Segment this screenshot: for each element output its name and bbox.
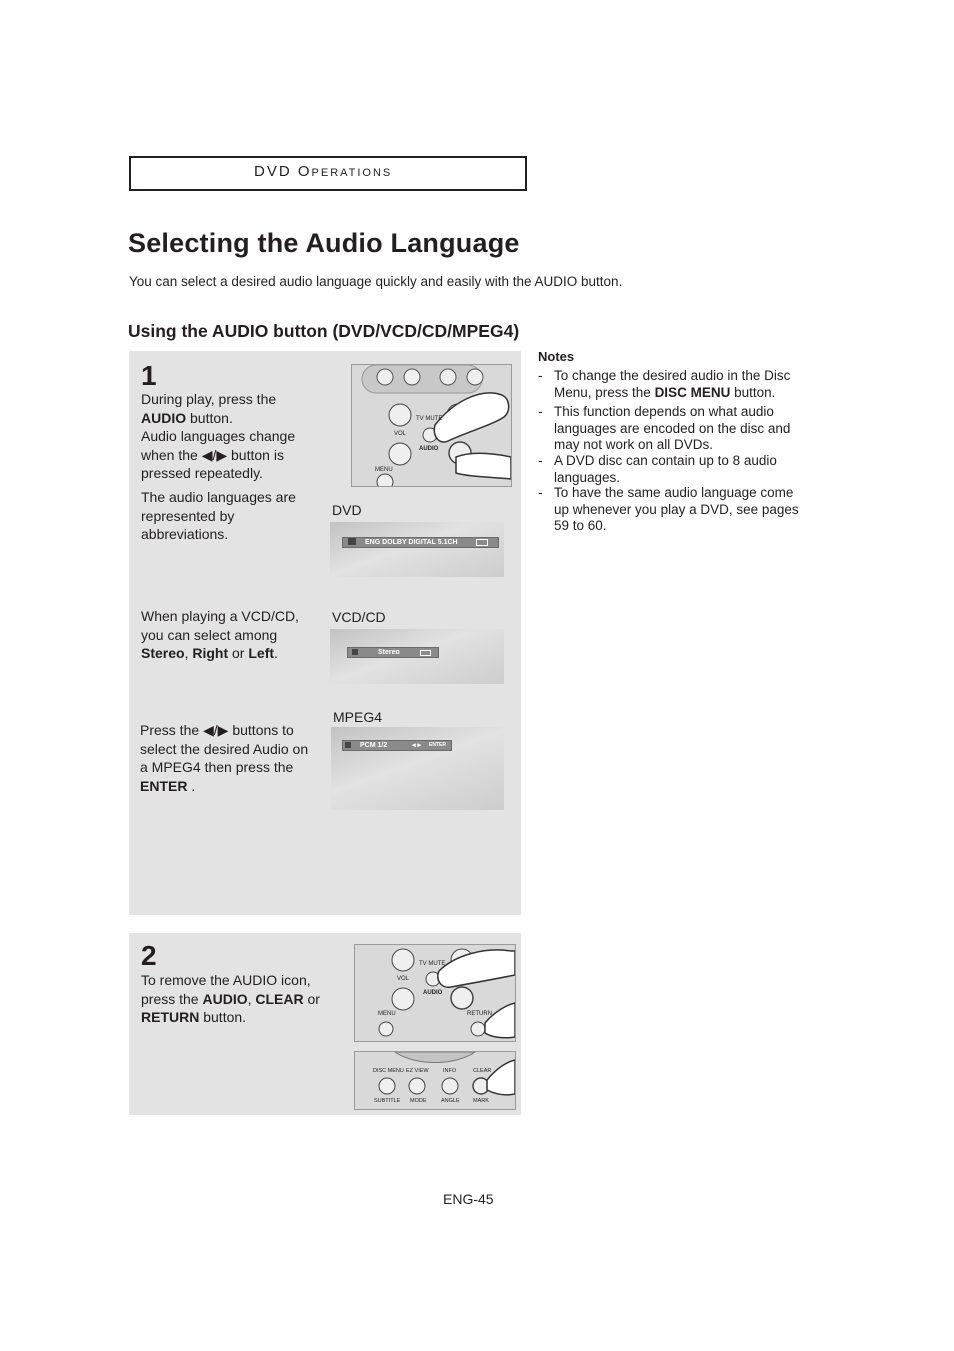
clear-keyword: CLEAR bbox=[255, 990, 304, 1007]
audio-label: AUDIO bbox=[419, 446, 439, 452]
audio-keyword: AUDIO bbox=[202, 990, 248, 1007]
remote-illustration-clear bbox=[354, 1051, 516, 1110]
subtitle-label: SUBTITLE bbox=[374, 1098, 401, 1104]
text-run: . bbox=[187, 777, 196, 794]
text-run: , bbox=[184, 645, 193, 661]
intro-text: You can select a desired audio language quickly and easily with the AUDIO button. bbox=[129, 274, 623, 289]
angle-label: ANGLE bbox=[441, 1098, 460, 1104]
page-title: Selecting the Audio Language bbox=[128, 228, 520, 258]
step-1-vcd-instruction bbox=[141, 607, 311, 663]
note-text: This function depends on what audio languages are encoded on the disc and may not work on all DVDs. bbox=[554, 404, 791, 452]
note-text: To have the same audio language come up whenever you play a DVD, see pages 59 to 60. bbox=[554, 485, 799, 533]
text-run: button. bbox=[199, 1009, 247, 1025]
speaker-icon bbox=[352, 649, 358, 655]
mpeg4-osd-text: PCM 1/2 bbox=[360, 742, 388, 749]
mpeg4-osd-screen bbox=[331, 727, 504, 810]
text-run: . bbox=[274, 645, 278, 661]
step-1-abbreviation-note: The audio languages are represented by abbreviations. bbox=[141, 489, 296, 542]
text-run: To change the desired audio in the Disc Menu, press the bbox=[554, 368, 791, 400]
vcd-osd-text: Stereo bbox=[378, 649, 400, 656]
arrow-keys-icon bbox=[420, 650, 431, 656]
dvd-osd-text: ENG DOLBY DIGITAL 5.1CH bbox=[365, 539, 458, 546]
text-run: During play, press the bbox=[141, 391, 277, 407]
section-label-small-caps: PERATIONS bbox=[311, 167, 393, 179]
right-keyword: Right bbox=[192, 645, 229, 661]
dvd-screen-label: DVD bbox=[332, 502, 362, 518]
text-run: When playing a VCD/CD, you can select among bbox=[141, 608, 299, 643]
audio-icon bbox=[348, 538, 356, 545]
text-run: , bbox=[247, 990, 256, 1007]
disc-menu-label: DISC MENU bbox=[373, 1068, 404, 1074]
note-dash: - bbox=[538, 485, 543, 500]
audio-keyword: AUDIO bbox=[141, 409, 187, 426]
menu-label: MENU bbox=[378, 1011, 396, 1017]
clear-label: CLEAR bbox=[473, 1068, 492, 1074]
vol-label: VOL bbox=[397, 976, 410, 982]
note-text bbox=[554, 368, 809, 401]
text-run: button. bbox=[730, 384, 776, 400]
subsection-title: Using the AUDIO button (DVD/VCD/CD/MPEG4) bbox=[128, 321, 520, 341]
text-run: or bbox=[303, 990, 320, 1007]
left-keyword: Left bbox=[248, 645, 275, 661]
return-keyword: RETURN bbox=[141, 1009, 200, 1025]
tv-mute-label: TV MUTE bbox=[416, 416, 443, 422]
enter-label: ENTER bbox=[429, 742, 446, 748]
mode-label: MODE bbox=[410, 1098, 427, 1104]
menu-label: MENU bbox=[375, 467, 393, 473]
disc-menu-keyword: DISC MENU bbox=[654, 384, 731, 400]
stereo-keyword: Stereo bbox=[141, 645, 185, 661]
note-text: A DVD disc can contain up to 8 audio languages. bbox=[554, 453, 777, 485]
vcd-screen-label: VCD/CD bbox=[332, 609, 386, 625]
note-dash: - bbox=[538, 404, 543, 419]
audio-icon bbox=[345, 742, 351, 748]
step-1-mpeg4-instruction bbox=[140, 721, 312, 795]
text-run: or bbox=[228, 645, 249, 661]
dvd-osd-screen bbox=[330, 522, 504, 577]
ez-view-label: EZ VIEW bbox=[406, 1068, 429, 1074]
arrow-keys-icon bbox=[476, 539, 488, 546]
vol-label: VOL bbox=[394, 431, 407, 437]
audio-label: AUDIO bbox=[423, 990, 443, 996]
info-label: INFO bbox=[443, 1068, 457, 1074]
text-run: Press the ◀/▶ buttons to select the desired Audio on a MPEG4 then press the bbox=[140, 722, 309, 775]
step-2-number: 2 bbox=[141, 940, 157, 971]
note-dash: - bbox=[538, 453, 543, 468]
page-number: ENG-45 bbox=[443, 1191, 494, 1207]
text-run: To remove the AUDIO icon, press the bbox=[141, 972, 311, 1007]
step-1-number: 1 bbox=[141, 360, 157, 391]
vcd-osd-screen bbox=[330, 629, 504, 684]
step-2-instruction bbox=[141, 971, 321, 1027]
enter-keyword: ENTER bbox=[140, 777, 188, 794]
remote-illustration-audio-return bbox=[354, 944, 516, 1042]
step-1-instruction bbox=[141, 390, 306, 483]
return-label: RETURN bbox=[467, 1011, 492, 1017]
text-run: button. bbox=[186, 409, 233, 426]
note-dash: - bbox=[538, 368, 543, 383]
remote-illustration-audio bbox=[351, 364, 512, 487]
tv-mute-label: TV MUTE bbox=[419, 961, 446, 967]
section-label bbox=[254, 163, 392, 180]
mark-label: MARK bbox=[473, 1098, 489, 1104]
notes-title: Notes bbox=[538, 349, 575, 364]
section-label-main: DVD O bbox=[254, 163, 312, 180]
mpeg4-screen-label: MPEG4 bbox=[333, 709, 383, 725]
text-run: Audio languages change when the ◀/▶ button is pressed repeatedly. bbox=[141, 428, 296, 481]
left-right-arrows-icon: ◂ ▸ bbox=[412, 742, 421, 749]
